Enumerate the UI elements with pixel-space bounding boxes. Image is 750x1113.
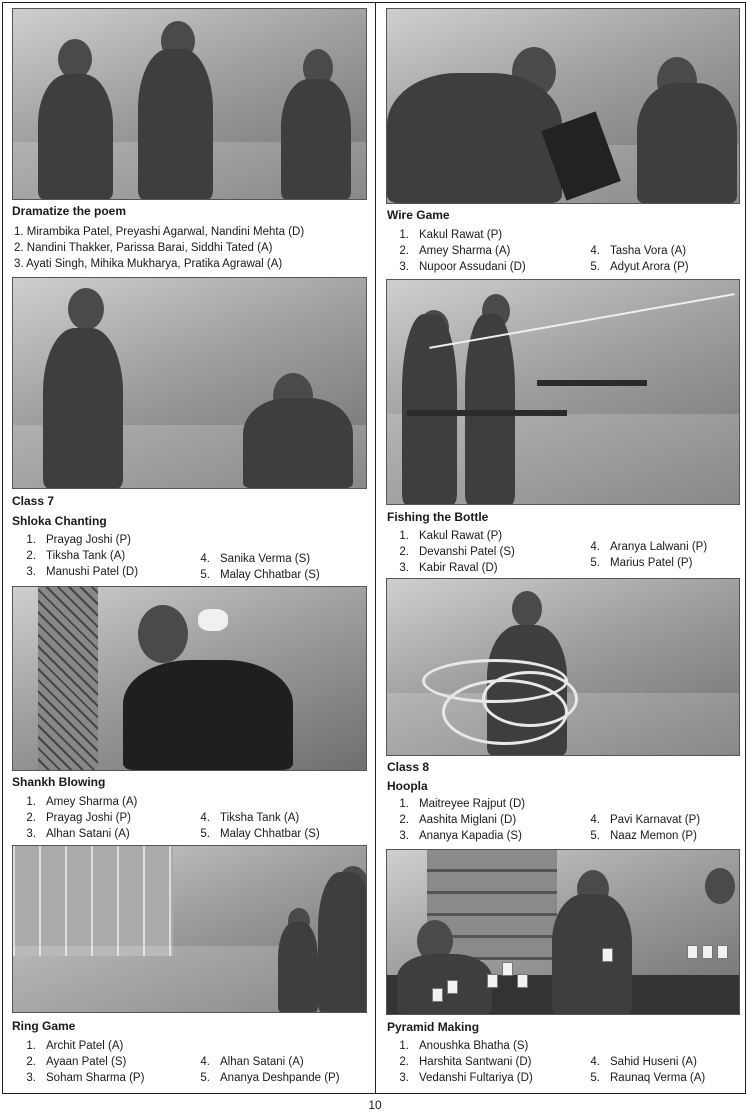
section-title-wire: Wire Game [387,208,450,222]
list-item: 2. Prayag Joshi (P) [26,812,132,824]
photo-shankh-blowing [12,586,367,771]
list-item: 1. Mirambika Patel, Preyashi Agarwal, Nandini Mehta (D) [14,226,305,238]
list-item: 3. Ananya Kapadia (S) [399,830,522,842]
list-item: 1. Anoushka Bhatha (S) [399,1040,529,1052]
section-title-pyramid: Pyramid Making [387,1020,480,1034]
list-item: 4. Sahid Huseni (A) [590,1056,697,1068]
list-item: 2. Amey Sharma (A) [399,245,511,257]
list-item: 1. Prayag Joshi (P) [26,534,132,546]
photo-fishing-the-bottle [386,279,740,505]
dramatize-list [14,224,304,272]
list-item: 5. Ananya Deshpande (P) [200,1072,340,1084]
list-item: 4. Sanika Verma (S) [200,553,311,565]
section-title-shloka: Shloka Chanting [12,514,107,528]
list-item: 2. Tiksha Tank (A) [26,550,126,562]
list-item: 4. Tasha Vora (A) [590,245,687,257]
photo-ring-game [12,845,367,1013]
list-item: 5. Malay Chhatbar (S) [200,569,320,581]
list-item: 1. Archit Patel (A) [26,1040,124,1052]
list-item: 4. Alhan Satani (A) [200,1056,304,1068]
section-title-hoopla: Hoopla [387,779,428,793]
list-item: 5. Marius Patel (P) [590,557,693,569]
list-item: 5. Naaz Memon (P) [590,830,697,842]
list-item: 1. Kakul Rawat (P) [399,229,503,241]
photo-pyramid-making [386,849,740,1015]
class-label-8: Class 8 [387,760,430,774]
list-item: 3. Soham Sharma (P) [26,1072,145,1084]
column-divider [375,2,376,1094]
list-item: 2. Ayaan Patel (S) [26,1056,127,1068]
photo-hoopla [386,578,740,756]
page-number: 10 [368,1098,382,1112]
list-item: 1. Maitreyee Rajput (D) [399,798,526,810]
list-item: 4. Tiksha Tank (A) [200,812,300,824]
section-title-shankh: Shankh Blowing [12,775,106,789]
list-item: 2. Nandini Thakker, Parissa Barai, Siddhi Tated (A) [14,242,273,254]
list-item: 3. Kabir Raval (D) [399,562,498,574]
list-item: 4. Aranya Lalwani (P) [590,541,708,553]
list-item: 3. Vedanshi Fultariya (D) [399,1072,533,1084]
list-item: 2. Harshita Santwani (D) [399,1056,532,1068]
list-item: 3. Manushi Patel (D) [26,566,139,578]
list-item: 5. Adyut Arora (P) [590,261,689,273]
list-item: 3. Ayati Singh, Mihika Mukharya, Pratika Agrawal (A) [14,258,283,270]
section-title-dramatize: Dramatize the poem [12,204,127,218]
list-item: 3. Alhan Satani (A) [26,828,130,840]
list-item: 4. Pavi Karnavat (P) [590,814,701,826]
class-label-7: Class 7 [12,494,55,508]
section-title-fishing: Fishing the Bottle [387,510,489,524]
list-item: 1. Amey Sharma (A) [26,796,138,808]
list-item: 2. Devanshi Patel (S) [399,546,515,558]
photo-wire-game [386,8,740,204]
list-item: 5. Malay Chhatbar (S) [200,828,320,840]
photo-dramatize [12,8,367,200]
list-item: 2. Aashita Miglani (D) [399,814,517,826]
list-item: 1. Kakul Rawat (P) [399,530,503,542]
photo-shloka-chanting [12,277,367,489]
list-item: 3. Nupoor Assudani (D) [399,261,526,273]
section-title-ring: Ring Game [12,1019,76,1033]
list-item: 5. Raunaq Verma (A) [590,1072,706,1084]
